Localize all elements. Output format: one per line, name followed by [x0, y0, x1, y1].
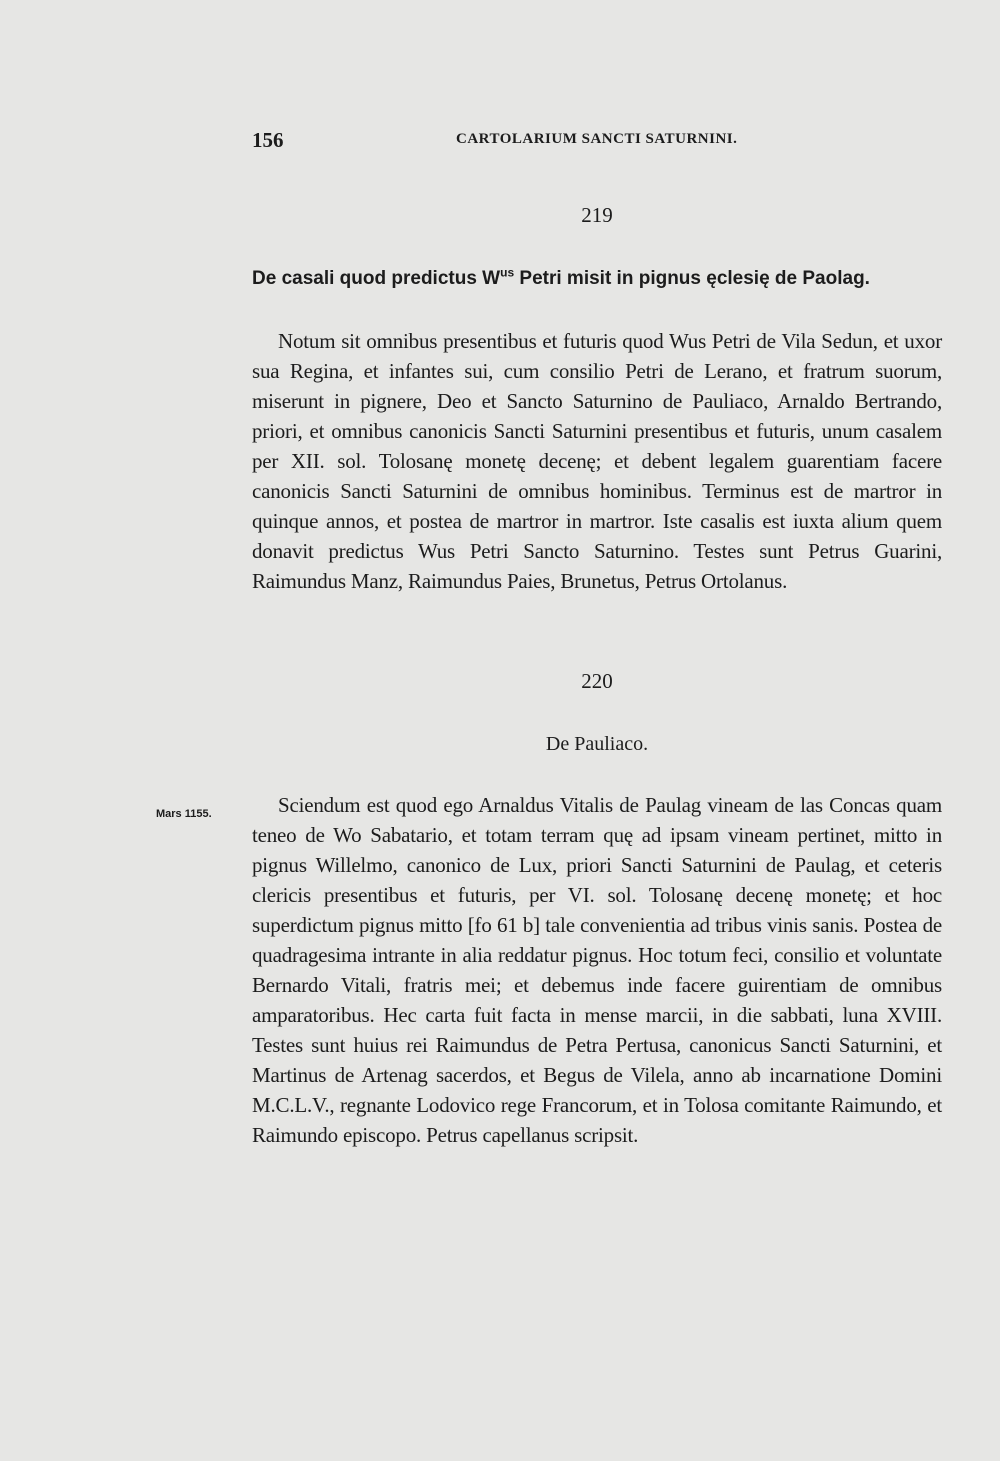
charter-number-220: 220: [581, 669, 613, 693]
charter-heading-219-part1: De casali quod predictus W: [252, 268, 501, 289]
page-number: 156: [252, 128, 284, 152]
charter-heading-220: De Pauliaco.: [545, 733, 649, 755]
running-header: [252, 128, 942, 152]
running-title: CARTOLARIUM SANCTI SATURNINI.: [456, 131, 738, 147]
charter-heading-219: [252, 265, 942, 290]
charter-text-220: Sciendum est quod ego Arnaldus Vitalis de Paulag vineam de las Concas quam teneo de Wo Sabatario, et totam terram quę ad ipsam vineam pertinet, mitto in pignus Willelmo, canonico de Lux, priori Sancti Saturnini de Paulag, et ceteris clericis presentibus et futuris, per VI. sol. Tolosanę decenę monetę; et hoc superdictum pignus mitto [fo 61 b] tale convenientia ad tribus vinis sanis. Postea de quadragesima intrante in alia reddatur pignus. Hoc totum feci, consilio et voluntate Bernardo Vitali, fratris mei; et debemus inde facere guirentiam de omnibus amparatoribus. Hec carta fuit facta in mense marcii, in die sabbati, luna XVIII. Testes sunt huius rei Raimundus de Petra Pertusa, canonicus Sancti Saturnini, et Martinus de Artenag sacerdos, et Begus de Vilela, anno ab incarnatione Domini M.C.L.V., regnante Lodovico rege Francorum, et in Tolosa comitante Raimundo, et Raimundo episcopo. Petrus capellanus scripsit.: [252, 793, 942, 1147]
charter-heading-219-part2: Petri misit in pignus ęclesię de Paolag.: [514, 268, 870, 289]
margin-date-note: Mars 1155.: [156, 808, 212, 820]
charter-heading-219-superscript: us: [500, 265, 515, 280]
charter-number-219: 219: [581, 203, 613, 227]
charter-text-219: Notum sit omnibus presentibus et futuris quod Wus Petri de Vila Sedun, et uxor sua Regina, et infantes sui, cum consilio Petri de Lerano, et fratrum suorum, miserunt in pignere, Deo et Sancto Saturnino de Pauliaco, Arnaldo Bertrando, priori, et omnibus canonicis Sancti Saturnini presentibus et futuris, unum casalem per XII. sol. Tolosanę monetę decenę; et debent legalem guarentiam facere canonicis Sancti Saturnini de omnibus hominibus. Terminus est de martror in quinque annos, et postea de martror in martror. Iste casalis est iuxta alium quem donavit predictus Wus Petri Sancto Saturnino. Testes sunt Petrus Guarini, Raimundus Manz, Raimundus Paies, Brunetus, Petrus Ortolanus.: [252, 329, 942, 593]
